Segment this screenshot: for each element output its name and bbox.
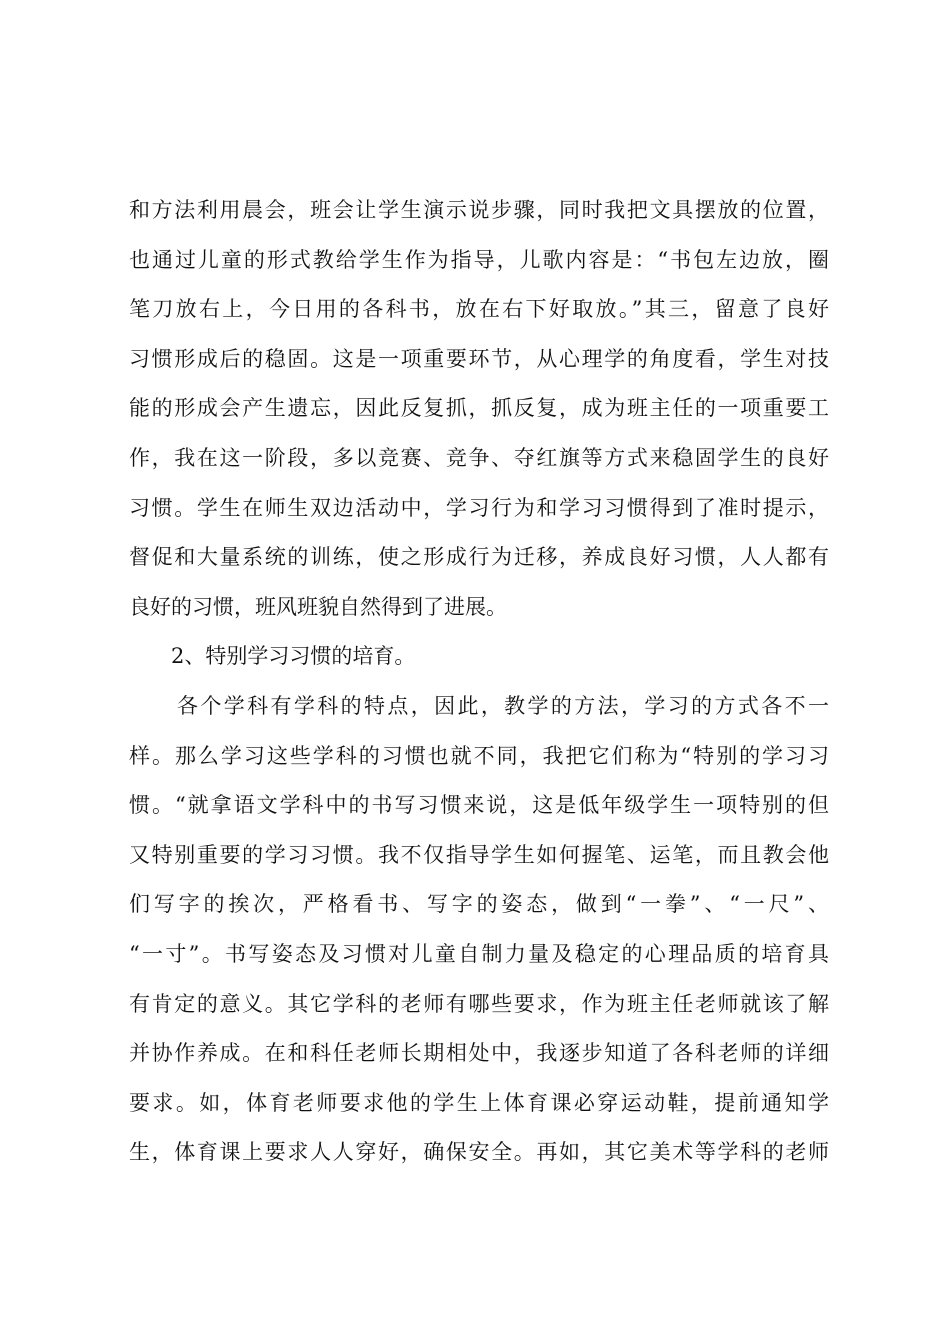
text-line: 各个学科有学科的特点，因此，教学的方法，学习的方式各不一 [177,693,829,718]
section-heading: 2、特别学习习惯的培育。 [171,644,416,669]
body-text [129,186,829,1178]
text-line: 生，体育课上要求人人穿好，确保安全。再如，其它美术等学科的老师 [129,1140,829,1165]
text-line: 笔刀放右上，今日用的各科书，放在右下好取放。”其三，留意了良好 [129,297,829,322]
text-line: 并协作养成。在和科任老师长期相处中，我逐步知道了各科老师的详细 [129,1041,829,1066]
text-line: 和方法利用晨会，班会让学生演示说步骤，同时我把文具摆放的位置， [129,198,829,222]
text-line: 良好的习惯，班风班貌自然得到了进展。 [129,594,507,619]
text-line: 督促和大量系统的训练，使之形成行为迁移，养成良好习惯，人人都有 [129,545,829,570]
text-line: 习惯。学生在师生双边活动中，学习行为和学习习惯得到了准时提示， [129,495,829,520]
text-line: 样。那么学习这些学科的习惯也就不同，我把它们称为“特别的学习习 [129,743,829,768]
text-line: “一寸”。书写姿态及习惯对儿童自制力量及稳定的心理品质的培育具 [129,941,829,966]
text-line: 们写字的挨次，严格看书、写字的姿态，做到“一拳”、“一尺”、 [129,892,829,917]
text-line: 能的形成会产生遗忘，因此反复抓，抓反复，成为班主任的一项重要工 [129,396,829,421]
text-line: 作，我在这一阶段，多以竞赛、竞争、夺红旗等方式来稳固学生的良好 [129,445,829,470]
text-line: 又特别重要的学习习惯。我不仅指导学生如何握笔、运笔，而且教会他 [129,842,829,867]
text-line: 也通过儿童的形式教给学生作为指导，儿歌内容是：“书包左边放，圈 [129,247,829,272]
text-line: 惯。“就拿语文学科中的书写习惯来说，这是低年级学生一项特别的但 [129,793,829,818]
text-line: 习惯形成后的稳固。这是一项重要环节，从心理学的角度看，学生对技 [129,346,829,371]
text-line: 有肯定的意义。其它学科的老师有哪些要求，作为班主任老师就该了解 [129,991,829,1016]
text-line: 要求。如，体育老师要求他的学生上体育课必穿运动鞋，提前通知学 [129,1090,829,1115]
